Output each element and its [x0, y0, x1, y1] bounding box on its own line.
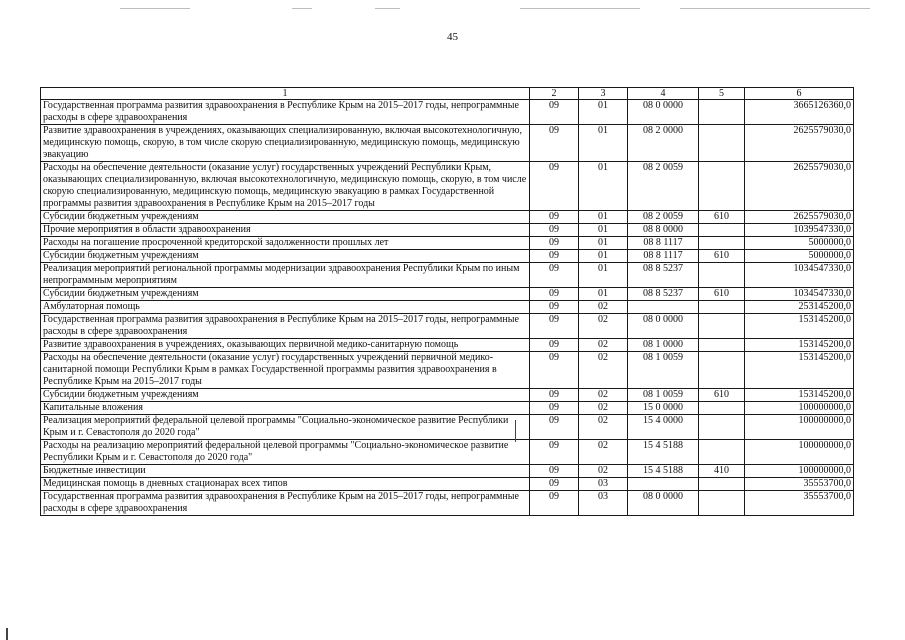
- section-code-cell: 09: [530, 250, 579, 263]
- amount-cell: 5000000,0: [745, 237, 854, 250]
- col-header-1: 1: [41, 88, 530, 100]
- scan-edge-rule: [680, 8, 870, 9]
- row-name-cell: Реализация мероприятий региональной программы модернизации здравоохранения Республики Крым по иным непрограммным мероприятиям: [41, 263, 530, 288]
- section-code-cell: 09: [530, 491, 579, 516]
- table-row: [41, 339, 854, 352]
- subsection-code-cell: 01: [579, 224, 628, 237]
- subsection-code-cell: 01: [579, 100, 628, 125]
- target-article-cell: 08 8 1117: [628, 250, 699, 263]
- table-row: [41, 491, 854, 516]
- amount-cell: 100000000,0: [745, 440, 854, 465]
- table-row: [41, 211, 854, 224]
- expense-type-cell: [699, 224, 745, 237]
- subsection-code-cell: 02: [579, 415, 628, 440]
- target-article-cell: 15 4 5188: [628, 465, 699, 478]
- expense-type-cell: [699, 402, 745, 415]
- subsection-code-cell: 02: [579, 352, 628, 389]
- row-name-cell: Субсидии бюджетным учреждениям: [41, 288, 530, 301]
- subsection-code-cell: 01: [579, 211, 628, 224]
- row-name-cell: Прочие мероприятия в области здравоохранения: [41, 224, 530, 237]
- amount-cell: 100000000,0: [745, 415, 854, 440]
- target-article-cell: [628, 478, 699, 491]
- section-code-cell: 09: [530, 125, 579, 162]
- scan-mark: [515, 420, 516, 442]
- section-code-cell: 09: [530, 162, 579, 211]
- amount-cell: 100000000,0: [745, 465, 854, 478]
- expense-type-cell: [699, 314, 745, 339]
- row-name-cell: Бюджетные инвестиции: [41, 465, 530, 478]
- section-code-cell: 09: [530, 100, 579, 125]
- subsection-code-cell: 02: [579, 314, 628, 339]
- table-row: [41, 415, 854, 440]
- row-name-cell: Субсидии бюджетным учреждениям: [41, 389, 530, 402]
- target-article-cell: 08 1 0000: [628, 339, 699, 352]
- scan-edge-rule: [292, 8, 312, 9]
- row-name-cell: Расходы на погашение просроченной кредиторской задолженности прошлых лет: [41, 237, 530, 250]
- section-code-cell: 09: [530, 465, 579, 478]
- amount-cell: 5000000,0: [745, 250, 854, 263]
- subsection-code-cell: 01: [579, 162, 628, 211]
- row-name-cell: Развитие здравоохранения в учреждениях, оказывающих первичной медико-санитарную помощь: [41, 339, 530, 352]
- row-name-cell: Расходы на реализацию мероприятий федеральной целевой программы "Социально-экономическое развитие Республики Крым и г. Севастополя до 2020 года": [41, 440, 530, 465]
- row-name-cell: Государственная программа развития здравоохранения в Республике Крым на 2015–2017 годы, непрограммные расходы в сфере здравоохранения: [41, 314, 530, 339]
- target-article-cell: [628, 301, 699, 314]
- table-row: [41, 237, 854, 250]
- expense-type-cell: 610: [699, 250, 745, 263]
- section-code-cell: 09: [530, 440, 579, 465]
- target-article-cell: 15 4 0000: [628, 415, 699, 440]
- target-article-cell: 08 2 0059: [628, 211, 699, 224]
- target-article-cell: 08 2 0000: [628, 125, 699, 162]
- table-row: [41, 440, 854, 465]
- expense-type-cell: [699, 415, 745, 440]
- subsection-code-cell: 01: [579, 250, 628, 263]
- budget-table: [40, 87, 854, 516]
- amount-cell: 153145200,0: [745, 339, 854, 352]
- target-article-cell: 08 1 0059: [628, 352, 699, 389]
- row-name-cell: Расходы на обеспечение деятельности (оказание услуг) государственных учреждений Республики Крым, оказывающих специализированную, включая высокотехнологичную, медицинскую помощь, скорую, в том числе скорую специализированную, медицинскую помощь, медицинскую эвакуацию в рамках Государственной программы развития здравоохранения в Республике Крым на 2015–2017 годы: [41, 162, 530, 211]
- target-article-cell: 08 8 0000: [628, 224, 699, 237]
- section-code-cell: 09: [530, 478, 579, 491]
- table-row: [41, 478, 854, 491]
- amount-cell: 1034547330,0: [745, 288, 854, 301]
- section-code-cell: 09: [530, 314, 579, 339]
- amount-cell: 35553700,0: [745, 478, 854, 491]
- page-number: 45: [447, 31, 458, 43]
- table-row: [41, 301, 854, 314]
- section-code-cell: 09: [530, 389, 579, 402]
- row-name-cell: Субсидии бюджетным учреждениям: [41, 211, 530, 224]
- row-name-cell: Субсидии бюджетным учреждениям: [41, 250, 530, 263]
- expense-type-cell: [699, 440, 745, 465]
- table-row: [41, 389, 854, 402]
- col-header-4: 4: [628, 88, 699, 100]
- expense-type-cell: [699, 162, 745, 211]
- subsection-code-cell: 02: [579, 339, 628, 352]
- target-article-cell: 15 4 5188: [628, 440, 699, 465]
- target-article-cell: 08 1 0059: [628, 389, 699, 402]
- expense-type-cell: [699, 100, 745, 125]
- row-name-cell: Развитие здравоохранения в учреждениях, оказывающих специализированную, включая высокотехнологичную, медицинскую помощь, скорую, в том числе скорую специализированную, медицинскую помощь, медицинскую эвакуацию: [41, 125, 530, 162]
- section-code-cell: 09: [530, 352, 579, 389]
- section-code-cell: 09: [530, 211, 579, 224]
- expense-type-cell: [699, 301, 745, 314]
- amount-cell: 3665126360,0: [745, 100, 854, 125]
- table-row: [41, 162, 854, 211]
- subsection-code-cell: 01: [579, 237, 628, 250]
- section-code-cell: 09: [530, 339, 579, 352]
- table-row: [41, 125, 854, 162]
- expense-type-cell: 610: [699, 211, 745, 224]
- amount-cell: 35553700,0: [745, 491, 854, 516]
- amount-cell: 2625579030,0: [745, 125, 854, 162]
- table-row: [41, 224, 854, 237]
- section-code-cell: 09: [530, 415, 579, 440]
- subsection-code-cell: 01: [579, 288, 628, 301]
- row-name-cell: Капитальные вложения: [41, 402, 530, 415]
- table-row: [41, 352, 854, 389]
- amount-cell: 100000000,0: [745, 402, 854, 415]
- row-name-cell: Расходы на обеспечение деятельности (оказание услуг) государственных учреждений первичной медико-санитарной помощи Республики Крым в рамках Государственной программы развития здравоохранения в Республике Крым на 2015–2017 годы: [41, 352, 530, 389]
- expense-type-cell: 410: [699, 465, 745, 478]
- table-row: [41, 250, 854, 263]
- subsection-code-cell: 02: [579, 465, 628, 478]
- table-row: [41, 465, 854, 478]
- amount-cell: 1034547330,0: [745, 263, 854, 288]
- amount-cell: 253145200,0: [745, 301, 854, 314]
- subsection-code-cell: 03: [579, 491, 628, 516]
- table-row: [41, 314, 854, 339]
- col-header-2: 2: [530, 88, 579, 100]
- col-header-6: 6: [745, 88, 854, 100]
- amount-cell: 153145200,0: [745, 314, 854, 339]
- target-article-cell: 08 2 0059: [628, 162, 699, 211]
- table-row: [41, 402, 854, 415]
- col-header-3: 3: [579, 88, 628, 100]
- subsection-code-cell: 01: [579, 125, 628, 162]
- expense-type-cell: 610: [699, 389, 745, 402]
- expense-type-cell: [699, 478, 745, 491]
- target-article-cell: 08 8 5237: [628, 288, 699, 301]
- subsection-code-cell: 02: [579, 389, 628, 402]
- amount-cell: 1039547330,0: [745, 224, 854, 237]
- target-article-cell: 08 0 0000: [628, 491, 699, 516]
- table-row: [41, 263, 854, 288]
- expense-type-cell: [699, 237, 745, 250]
- amount-cell: 2625579030,0: [745, 211, 854, 224]
- scan-mark: [6, 628, 8, 640]
- target-article-cell: 08 0 0000: [628, 100, 699, 125]
- target-article-cell: 08 0 0000: [628, 314, 699, 339]
- scan-edge-rule: [375, 8, 400, 9]
- expense-type-cell: [699, 339, 745, 352]
- section-code-cell: 09: [530, 263, 579, 288]
- section-code-cell: 09: [530, 237, 579, 250]
- col-header-5: 5: [699, 88, 745, 100]
- table-row: [41, 288, 854, 301]
- scan-edge-rule: [520, 8, 640, 9]
- expense-type-cell: 610: [699, 288, 745, 301]
- row-name-cell: Медицинская помощь в дневных стационарах всех типов: [41, 478, 530, 491]
- row-name-cell: Государственная программа развития здравоохранения в Республике Крым на 2015–2017 годы, непрограммные расходы в сфере здравоохранения: [41, 100, 530, 125]
- subsection-code-cell: 02: [579, 402, 628, 415]
- section-code-cell: 09: [530, 402, 579, 415]
- subsection-code-cell: 03: [579, 478, 628, 491]
- row-name-cell: Государственная программа развития здравоохранения в Республике Крым на 2015–2017 годы, непрограммные расходы в сфере здравоохранения: [41, 491, 530, 516]
- subsection-code-cell: 01: [579, 263, 628, 288]
- section-code-cell: 09: [530, 301, 579, 314]
- section-code-cell: 09: [530, 288, 579, 301]
- expense-type-cell: [699, 125, 745, 162]
- target-article-cell: 08 8 5237: [628, 263, 699, 288]
- row-name-cell: Амбулаторная помощь: [41, 301, 530, 314]
- amount-cell: 153145200,0: [745, 352, 854, 389]
- table-row: [41, 100, 854, 125]
- header-row: [41, 88, 854, 100]
- expense-type-cell: [699, 491, 745, 516]
- target-article-cell: 08 8 1117: [628, 237, 699, 250]
- amount-cell: 2625579030,0: [745, 162, 854, 211]
- target-article-cell: 15 0 0000: [628, 402, 699, 415]
- expense-type-cell: [699, 352, 745, 389]
- subsection-code-cell: 02: [579, 440, 628, 465]
- row-name-cell: Реализация мероприятий федеральной целевой программы "Социально-экономическое развитие Республики Крым и г. Севастополя до 2020 года": [41, 415, 530, 440]
- amount-cell: 153145200,0: [745, 389, 854, 402]
- section-code-cell: 09: [530, 224, 579, 237]
- expense-type-cell: [699, 263, 745, 288]
- subsection-code-cell: 02: [579, 301, 628, 314]
- scan-edge-rule: [120, 8, 190, 9]
